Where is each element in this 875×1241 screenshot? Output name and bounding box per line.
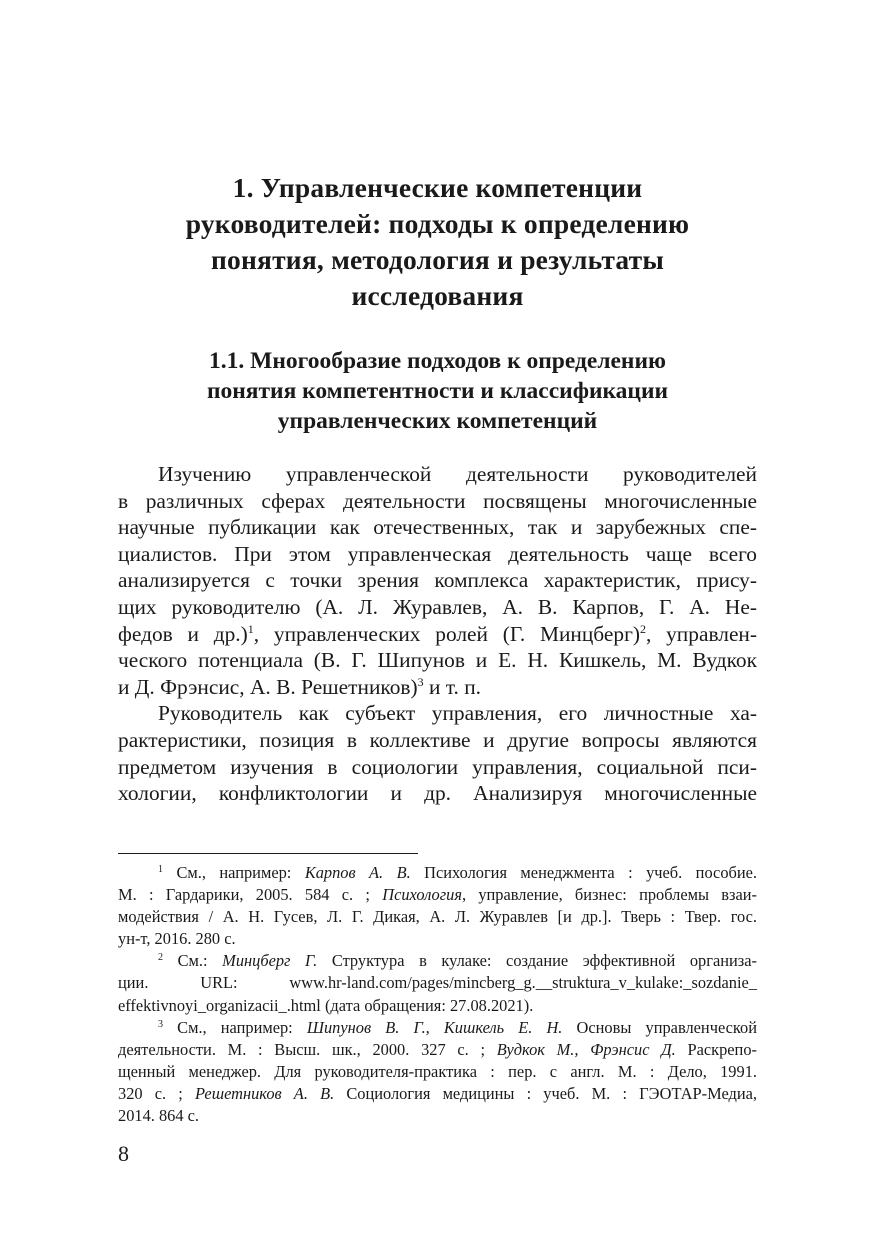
paragraph2-line: хологии, конфликтологии и др. Анализируя многочисленные [118, 781, 757, 806]
footnote-ref-1[interactable]: 1 [247, 621, 254, 636]
text-run: , управленческих ролей (Г. Минцберг) [253, 621, 640, 646]
paragraph2-line: рактеристики, позиция в коллективе и другие вопросы являются [118, 727, 757, 752]
section-title [118, 346, 757, 436]
paragraph1-line: ческого потенциала (В. Г. Шипунов и Е. Н. Кишкель, М. Вудкок [118, 648, 757, 673]
chapter-title-line: 1. Управленческие компетенции [232, 172, 643, 203]
footnote-1-line: модействия / А. Н. Гусев, Л. Г. Дикая, А. Л. Журавлев [и др.]. Тверь : Твер. гос. [118, 907, 757, 927]
paragraph1-line [118, 621, 757, 648]
chapter-title-line: руководителей: подходы к определению [185, 208, 690, 239]
footnote-divider [118, 853, 418, 854]
title-italic: Психология [382, 885, 462, 905]
chapter-title-line: понятия, методология и результаты [210, 244, 665, 275]
footnote-1-line [118, 884, 757, 906]
text-run: 320 с. ; [118, 1083, 195, 1103]
page-number: 8 [118, 1141, 129, 1166]
footnote-3-line: щенный менеджер. Для руководителя-практика : пер. с англ. М. : Дело, 1991. [118, 1061, 757, 1081]
book-page [118, 0, 757, 1241]
text-run: Структура в кулаке: создание эффективной организа- [317, 951, 757, 971]
footnote-3-line [118, 1039, 757, 1061]
footnote-2-marker: 2 [158, 952, 163, 964]
footnotes [118, 862, 757, 1127]
footnote-1-line [118, 862, 757, 884]
text-run: и т. п. [423, 674, 481, 699]
text-run: Основы управленческой [562, 1017, 757, 1037]
paragraph1-line: научные публикации как отечественных, так и зарубежных спе- [118, 515, 757, 540]
paragraph2-line: Руководитель как субъект управления, его личностные ха- [158, 701, 757, 726]
paragraph1-line: Изучению управленческой деятельности руководителей [158, 462, 757, 486]
text-run: , управление, бизнес: проблемы взаи- [461, 885, 757, 905]
paragraph1-line: циалистов. При этом управленческая деятельность чаще всего [118, 541, 757, 566]
chapter-title-line: исследования [351, 280, 524, 311]
section-title-line: управленческих компетенций [277, 408, 598, 434]
footnote-3-line: 2014. 864 с. [118, 1106, 200, 1126]
footnote-1-line: ун-т, 2016. 280 с. [118, 929, 236, 949]
footnote-3-line [118, 1083, 757, 1105]
paragraph2-line: предметом изучения в социологии управления, социальной пси- [118, 754, 757, 779]
footnote-ref-2[interactable]: 2 [640, 621, 646, 636]
text-run: Социология медицины : учеб. М. : ГЭОТАР-Медиа, [334, 1083, 757, 1103]
text-run: М. : Гардарики, 2005. 584 с. ; [118, 885, 383, 905]
author-name: Шипунов В. Г., Кишкель Е. Н. [306, 1017, 563, 1037]
footnote-2-url-line[interactable]: ции. URL: www.hr-land.com/pages/mincberg_g.__struktura_v_kulake:_sozdanie_ [118, 973, 757, 993]
footnote-2-line [118, 950, 757, 972]
footnote-3-marker: 3 [158, 1018, 163, 1030]
text-run: Психология менеджмента : учеб. пособие. [410, 863, 757, 882]
footnote-3-line [118, 1017, 757, 1039]
text-run: См., например: [163, 863, 305, 882]
text-run: См.: [163, 951, 223, 971]
footnote-2-url-line[interactable]: effektivnoyi_organizacii_.html (дата обращения: 27.08.2021). [118, 995, 534, 1015]
paragraph1-line: в различных сферах деятельности посвящены многочисленные [118, 488, 757, 513]
author-name: Решетников А. В. [195, 1083, 335, 1103]
section-title-line: 1.1. Многообразие подходов к определению [209, 348, 666, 374]
text-run: , управлен- [646, 621, 758, 646]
author-name: Карпов А. В. [304, 863, 411, 882]
text-run: Раскрепо- [675, 1039, 757, 1059]
paragraph1-line: анализируется с точки зрения комплекса характеристик, прису- [118, 568, 757, 593]
author-name: Вудкок М., Фрэнсис Д. [496, 1039, 676, 1059]
text-run: деятельности. М. : Высш. шк., 2000. 327 с. ; [118, 1039, 497, 1059]
body-text [118, 461, 757, 807]
text-run: и Д. Фрэнсис, А. В. Решетников) [118, 674, 418, 699]
section-title-line: понятия компетентности и классификации [206, 378, 669, 404]
paragraph1-line [118, 674, 757, 701]
text-run: См., например: [163, 1017, 307, 1037]
chapter-title [118, 170, 757, 314]
text-run: федов и др.) [118, 621, 248, 646]
footnote-1-marker: 1 [158, 864, 163, 875]
footnote-ref-3[interactable]: 3 [417, 674, 424, 689]
paragraph1-line: щих руководителю (А. Л. Журавлев, А. В. Карпов, Г. А. Не- [118, 594, 757, 619]
author-name: Минцберг Г. [222, 951, 318, 971]
